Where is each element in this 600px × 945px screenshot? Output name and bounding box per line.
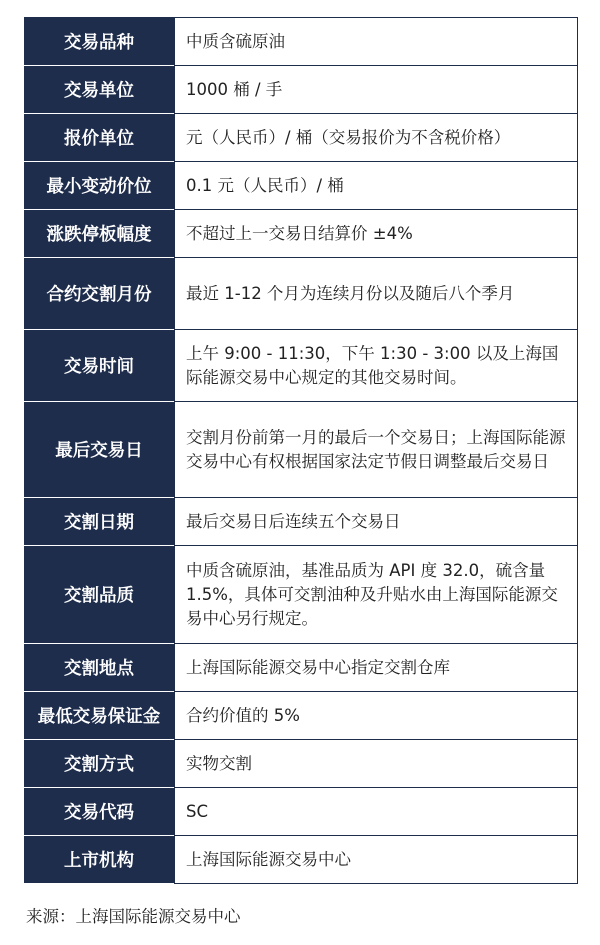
table-row (24, 836, 578, 884)
row-value: 0.1 元（人民币）/ 桶 (174, 162, 578, 209)
row-value: 中质含硫原油，基准品质为 API 度 32.0，硫含量 1.5%，具体可交割油种及升贴水由上海国际能源交易中心另行规定。 (174, 546, 578, 643)
row-label: 交易时间 (24, 330, 174, 402)
row-label: 最小变动价位 (24, 162, 174, 210)
table-row (24, 258, 578, 330)
row-label: 交割地点 (24, 644, 174, 692)
row-value: SC (174, 788, 578, 835)
row-label: 交割方式 (24, 740, 174, 788)
row-value: 中质含硫原油 (174, 18, 578, 65)
row-label: 交割日期 (24, 498, 174, 546)
row-label: 交易单位 (24, 66, 174, 114)
table-row (24, 330, 578, 402)
table-row (24, 66, 578, 114)
table-row (24, 498, 578, 546)
row-label: 最后交易日 (24, 402, 174, 498)
row-value: 上午 9:00 - 11:30，下午 1:30 - 3:00 以及上海国际能源交易中心规定的其他交易时间。 (174, 330, 578, 401)
contract-spec-table (24, 17, 578, 884)
row-value: 上海国际能源交易中心 (174, 836, 578, 883)
row-label: 交易代码 (24, 788, 174, 836)
table-row (24, 162, 578, 210)
row-value: 上海国际能源交易中心指定交割仓库 (174, 644, 578, 691)
source-note: 来源：上海国际能源交易中心 (26, 907, 241, 926)
row-label: 最低交易保证金 (24, 692, 174, 740)
row-label: 交易品种 (24, 18, 174, 66)
row-value: 最后交易日后连续五个交易日 (174, 498, 578, 545)
table-row (24, 692, 578, 740)
row-label: 上市机构 (24, 836, 174, 884)
table-row (24, 740, 578, 788)
table-row (24, 546, 578, 644)
row-value: 交割月份前第一月的最后一个交易日；上海国际能源交易中心有权根据国家法定节假日调整最后交易日 (174, 402, 578, 497)
row-value: 1000 桶 / 手 (174, 66, 578, 113)
row-label: 报价单位 (24, 114, 174, 162)
table-row (24, 402, 578, 498)
row-value: 不超过上一交易日结算价 ±4% (174, 210, 578, 257)
row-value: 最近 1-12 个月为连续月份以及随后八个季月 (174, 258, 578, 329)
table-row (24, 644, 578, 692)
table-row (24, 788, 578, 836)
row-label: 交割品质 (24, 546, 174, 644)
table-row (24, 210, 578, 258)
row-value: 实物交割 (174, 740, 578, 787)
row-value: 元（人民币）/ 桶（交易报价为不含税价格） (174, 114, 578, 161)
row-value: 合约价值的 5% (174, 692, 578, 739)
table-row (24, 114, 578, 162)
row-label: 涨跌停板幅度 (24, 210, 174, 258)
row-label: 合约交割月份 (24, 258, 174, 330)
table-row (24, 18, 578, 66)
